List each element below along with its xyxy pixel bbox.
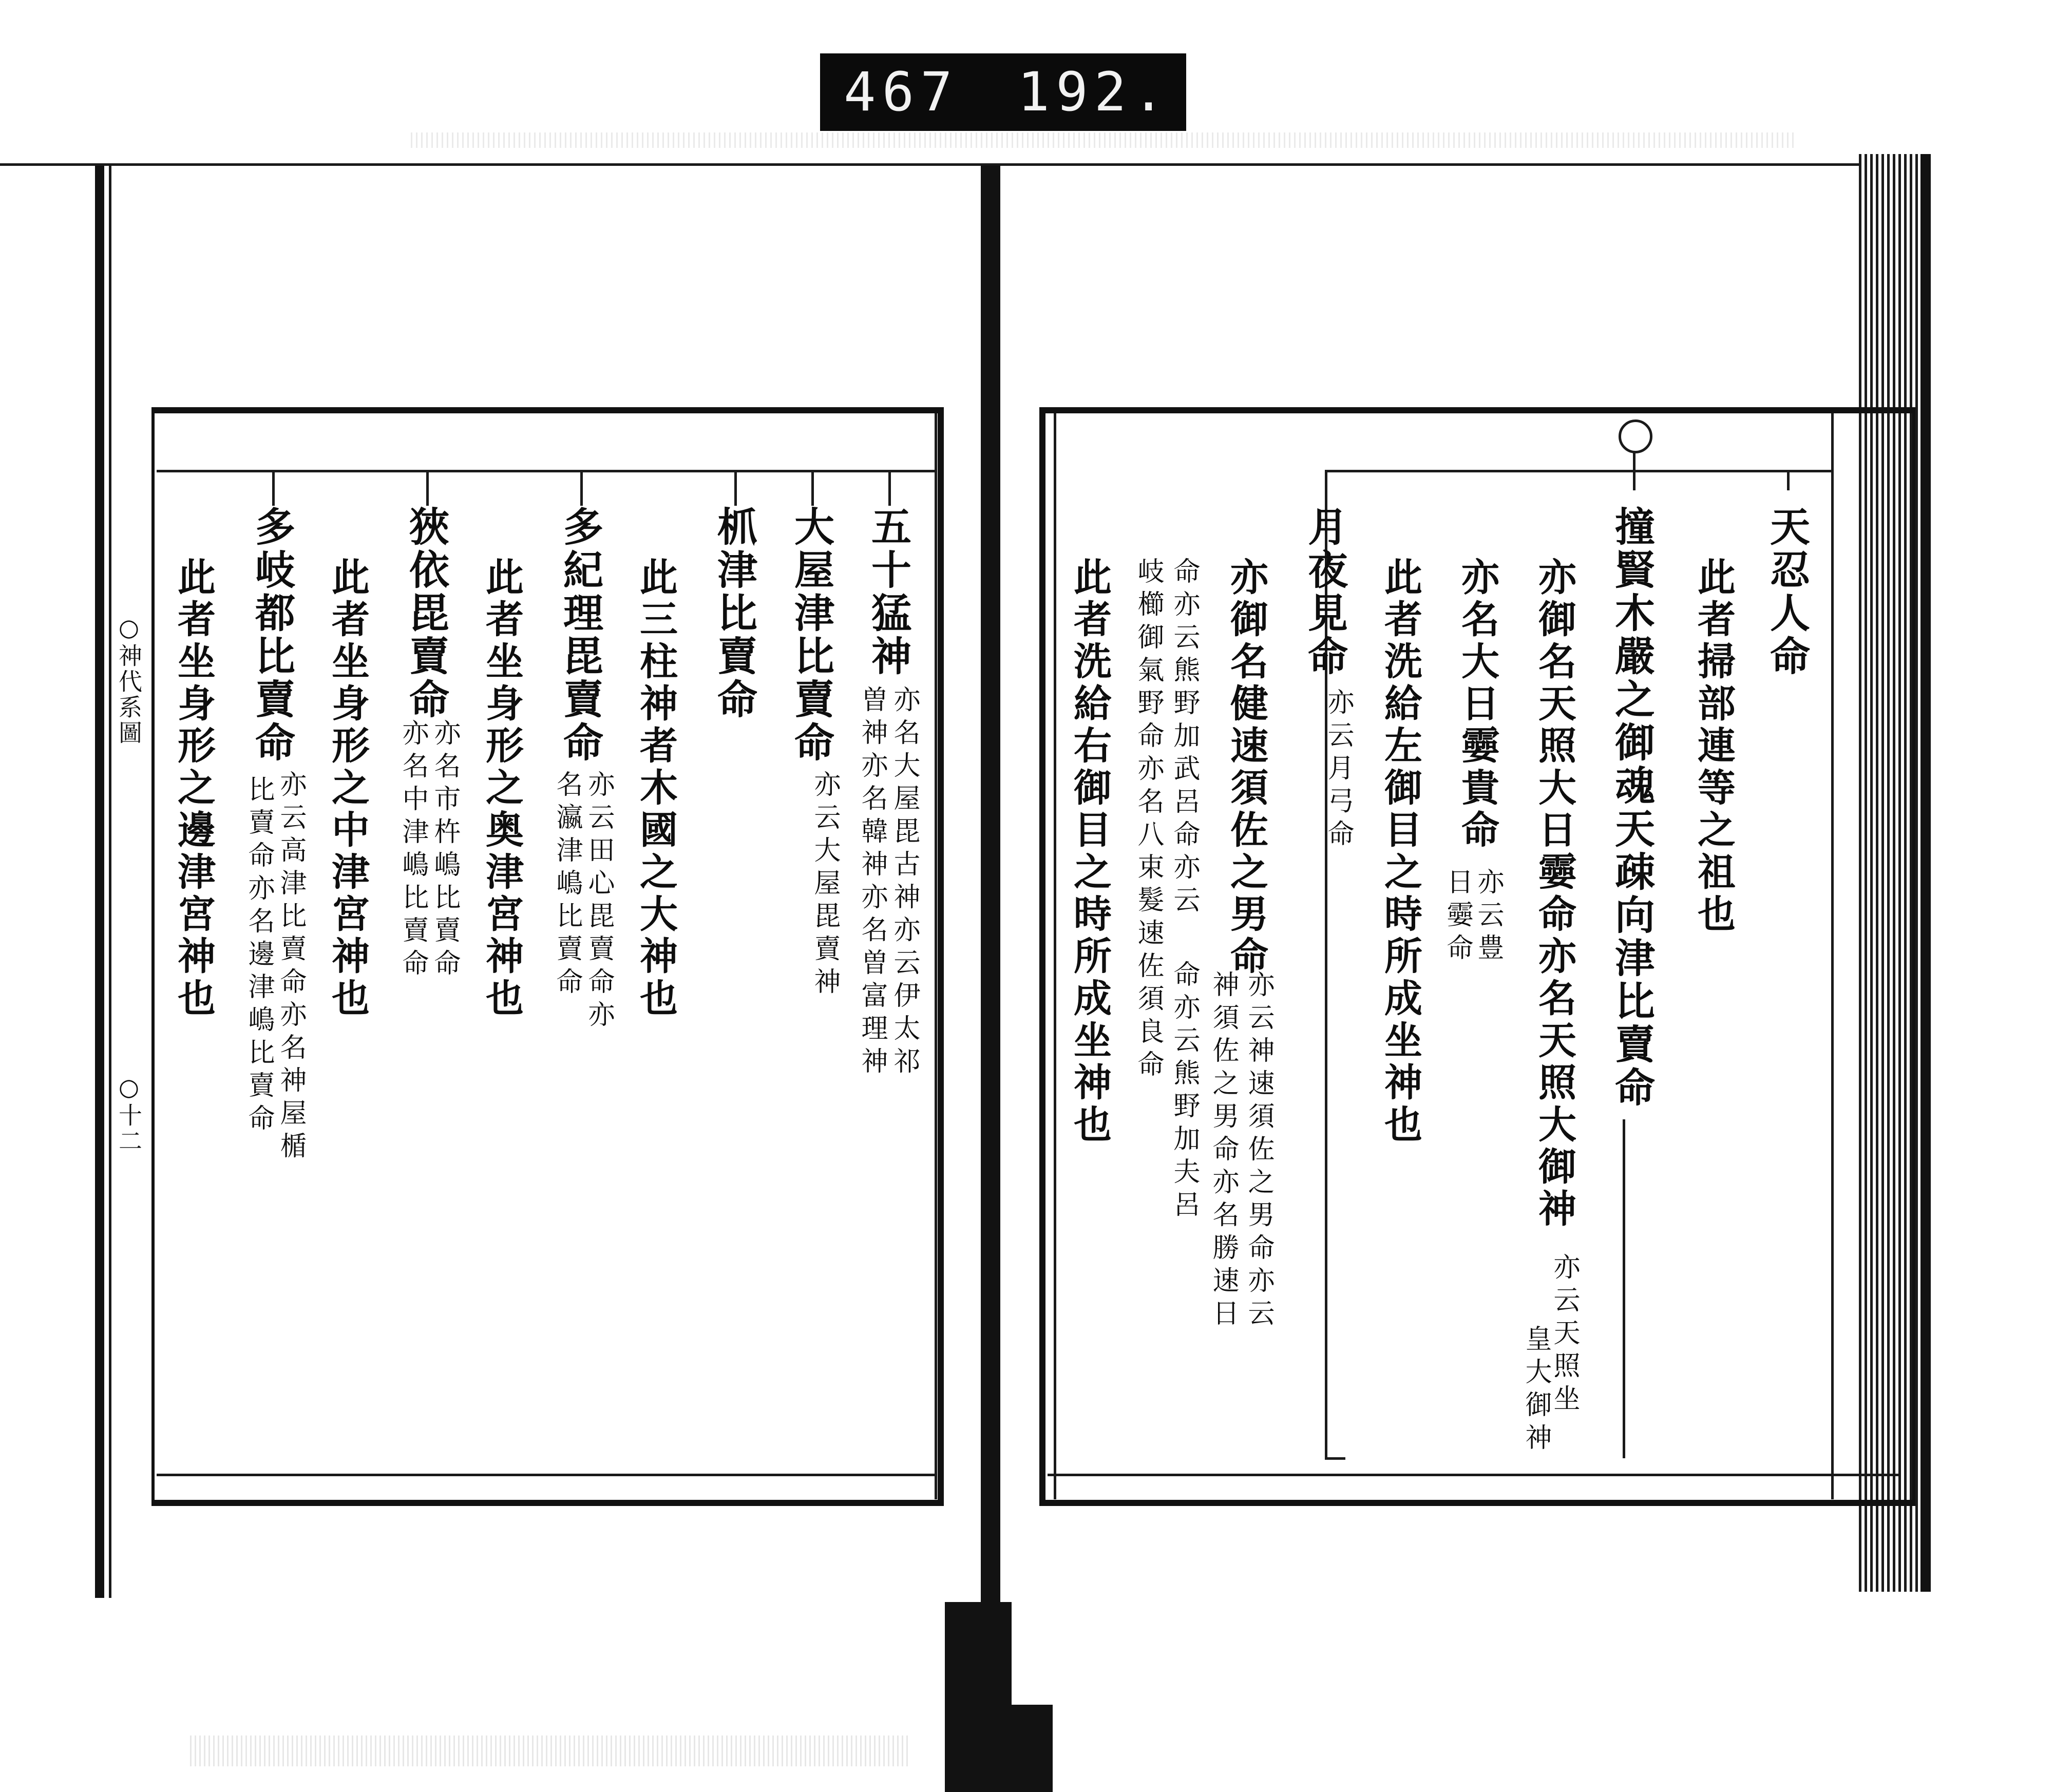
left-branch-tick-9 [272, 472, 275, 506]
col-l1-note-1: 亦名大屋毘古神亦云伊太祁 [889, 685, 920, 1080]
col-r5-note-1: 亦云豊 [1473, 868, 1504, 966]
right-bracket-bottom [1325, 1457, 1345, 1460]
bottom-scan-noise [190, 1736, 909, 1766]
col-l2-note: 亦云大屋毘賣神 [809, 770, 840, 1000]
col-l5: 多紀理毘賣命 [557, 506, 603, 765]
col-l7-note-1: 亦名市杵嶋比賣命 [429, 719, 460, 982]
archive-number-label [820, 53, 1186, 131]
col-r7-note: 亦云月弓命 [1323, 688, 1354, 852]
right-branch-tick-1 [1787, 470, 1790, 490]
col-r1: 天忍人命 [1763, 506, 1810, 678]
col-r8-note-5: 岐櫛御氣野命亦名八束髮速佐須良命 [1133, 557, 1164, 1083]
label-number-right: 192. [1017, 61, 1171, 123]
col-r8-note-1: 亦云神速須佐之男命亦云 [1243, 970, 1274, 1332]
folio: ○十二 [115, 1073, 143, 1154]
gutter [981, 165, 1000, 1629]
col-l2: 大屋津比賣命 [788, 506, 834, 765]
col-r8-note-3: 命亦云熊野加夫呂 [1169, 960, 1200, 1223]
gutter-block [945, 1602, 1012, 1792]
col-r8-note-4: 命亦云熊野加武呂命亦云 [1169, 557, 1200, 919]
col-r8: 亦御名健速須佐之男命 [1224, 557, 1268, 978]
left-frame-inner-right [935, 413, 937, 1499]
col-l9-note-1: 亦云高津比賣命亦名神屋楯 [275, 770, 306, 1165]
col-l6: 此者坐身形之奥津宮神也 [480, 557, 524, 1020]
left-branch-tick-1 [888, 472, 891, 506]
right-frame-inner-bottom [1048, 1474, 1900, 1476]
col-l9: 多岐都比賣命 [249, 506, 295, 765]
col-r8-note-2: 神須佐之男命亦名勝速日 [1208, 970, 1239, 1332]
col-l1: 五十猛神 [865, 506, 911, 678]
left-book-edge-inner [109, 165, 111, 1598]
left-frame-inner-bottom [157, 1474, 937, 1476]
col-r2: 此者掃部連等之祖也 [1691, 557, 1736, 936]
top-page-edge [0, 163, 1920, 166]
col-r7: 月夜見命 [1301, 506, 1348, 678]
label-number-left: 467 [844, 61, 959, 123]
top-scan-noise [411, 132, 1797, 148]
right-book-edge [1920, 154, 1931, 1592]
col-r3: 撞賢木嚴之御魂天疎向津比賣命 [1608, 506, 1655, 1110]
left-branch-tick-5 [580, 472, 583, 506]
left-branch-tick-3 [734, 472, 737, 506]
col-l9-note-2: 比賣命亦名邊津嶋比賣命 [243, 775, 274, 1137]
circle-mark [1619, 420, 1652, 453]
col-r4-note-1: 亦云天照坐 [1549, 1253, 1580, 1417]
left-branch-tick-2 [811, 472, 814, 506]
col-r6: 此者洗給左御目之時所成坐神也 [1378, 557, 1422, 1147]
right-frame-inner-right [1831, 413, 1834, 1499]
right-frame-inner-left [1054, 413, 1056, 1499]
col-l7: 狹依毘賣命 [403, 506, 449, 721]
right-branch-tick-3 [1633, 452, 1635, 490]
gutter-block-2 [1006, 1705, 1053, 1792]
col-r4-note-2: 皇大御神 [1520, 1325, 1551, 1456]
col-r4: 亦御名天照大日孁命亦名天照大御神 [1532, 557, 1576, 1231]
col-l5-note-2: 名瀛津嶋比賣命 [551, 770, 582, 1000]
running-head: ○神代系圖 [115, 614, 143, 746]
left-branch-tick-7 [426, 472, 429, 506]
right-bracket-line-r3 [1623, 1119, 1625, 1458]
col-l5-note-1: 亦云田心毘賣命亦 [583, 770, 614, 1033]
col-r5: 亦名大日孁貴命 [1455, 557, 1499, 852]
col-l10: 此者坐身形之邊津宮神也 [172, 557, 216, 1020]
right-branch-hline [1325, 470, 1833, 472]
col-r5-note-2: 日孁命 [1442, 868, 1473, 966]
col-r9: 此者洗給右御目之時所成坐神也 [1068, 557, 1112, 1147]
col-l4: 此三柱神者木國之大神也 [634, 557, 678, 1020]
col-l7-note-2: 亦名中津嶋比賣命 [397, 719, 428, 982]
col-l3: 枛津比賣命 [711, 506, 757, 721]
col-l1-note-2: 曽神亦名韓神亦名曽富理神 [857, 685, 887, 1080]
col-l8: 此者坐身形之中津宮神也 [326, 557, 370, 1020]
left-book-edge [95, 165, 104, 1598]
